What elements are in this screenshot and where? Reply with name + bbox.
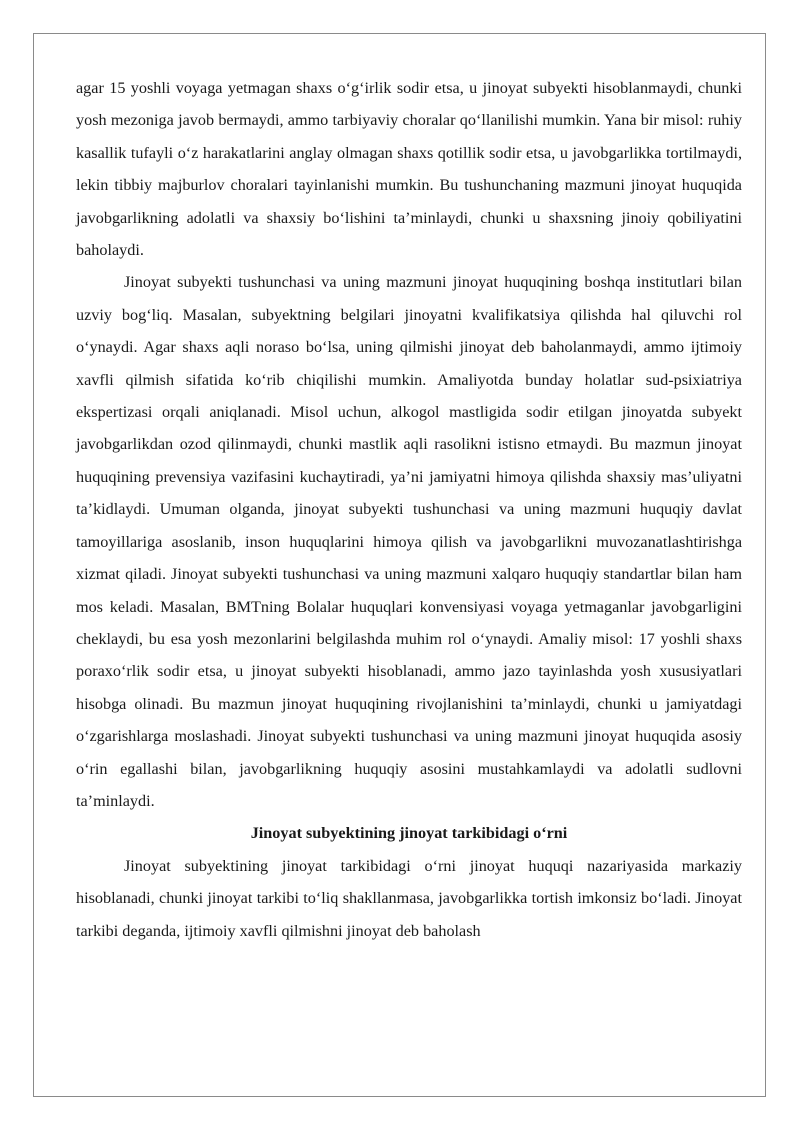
paragraph: Jinoyat subyekti tushunchasi va uning mazmuni jinoyat huquqining boshqa institutlari bilan uzviy bog‘liq. Masalan, subyektning belgilari jinoyatni kvalifikatsiya qilishda hal qiluvchi rol o‘ynaydi. Agar shaxs aqli noraso bo‘lsa, uning qilmishi jinoyat deb baholanmaydi, ammo ijtimoiy xavfli qilmish sifatida ko‘rib chiqilishi mumkin. Amaliyotda bunday holatlar sud-psixiatriya ekspertizasi orqali aniqlanadi. Misol uchun, alkogol mastligida sodir etilgan jinoyatda subyekt javobgarlikdan ozod qilinmaydi, chunki mastlik aqli rasolikni istisno etmaydi. Bu mazmun jinoyat huquqining prevensiya vazifasini kuchaytiradi, ya’ni jamiyatni himoya qilishda shaxsiy mas’uliyatni ta’kidlaydi. Umuman olganda, jinoyat subyekti tushunchasi va uning mazmuni huquqiy davlat tamoyillariga asoslanib, inson huquqlarini himoya qilish va javobgarlikni muvozanatlashtirishga xizmat qiladi. Jinoyat subyekti tushunchasi va uning mazmuni xalqaro huquqiy standartlar bilan ham mos keladi. Masalan, BMTning Bolalar huquqlari konvensiyasi voyaga yetmaganlar javobgarligini cheklaydi, bu esa yosh mezonlarini belgilashda muhim rol o‘ynaydi. Amaliy misol: 17 yoshli shaxs poraxo‘rlik sodir etsa, u jinoyat subyekti hisoblanadi, ammo jazo tayinlashda yosh xususiyatlari hisobga olinadi. Bu mazmun jinoyat huquqining rivojlanishini ta’minlaydi, chunki u jamiyatdagi o‘zgarishlarga moslashadi. Jinoyat subyekti tushunchasi va uning mazmuni jinoyat huquqida asosiy o‘rin egallashi bilan, javobgarlikning huquqiy asosini mustahkamlaydi va adolatli sudlovni ta’minlaydi. [76,273,742,810]
paragraph-continuation: agar 15 yoshli voyaga yetmagan shaxs o‘g‘irlik sodir etsa, u jinoyat subyekti hisoblanmaydi, chunki yosh mezoniga javob bermaydi, ammo tarbiyaviy choralar qo‘llanilishi mumkin. Yana bir misol: ruhiy kasallik tufayli o‘z harakatlarini anglay olmagan shaxs qotillik sodir etsa, u javobgarlikka tortilmaydi, lekin tibbiy majburlov choralari tayinlanishi mumkin. Bu tushunchaning mazmuni jinoyat huquqida javobgarlikning adolatli va shaxsiy bo‘lishini ta’minlaydi, chunki u shaxsning jinoiy qobiliyatini baholaydi. [76,79,742,260]
paragraph: Jinoyat subyektining jinoyat tarkibidagi o‘rni jinoyat huquqi nazariyasida markaziy hisoblanadi, chunki jinoyat tarkibi to‘liq shakllanmasa, javobgarlikka tortish imkonsiz bo‘ladi. Jinoyat tarkibi deganda, ijtimoiy xavfli qilmishni jinoyat deb baholash [76,856,742,940]
section-heading: Jinoyat subyektining jinoyat tarkibidagi o‘rni [250,824,568,843]
document-body [76,72,742,947]
